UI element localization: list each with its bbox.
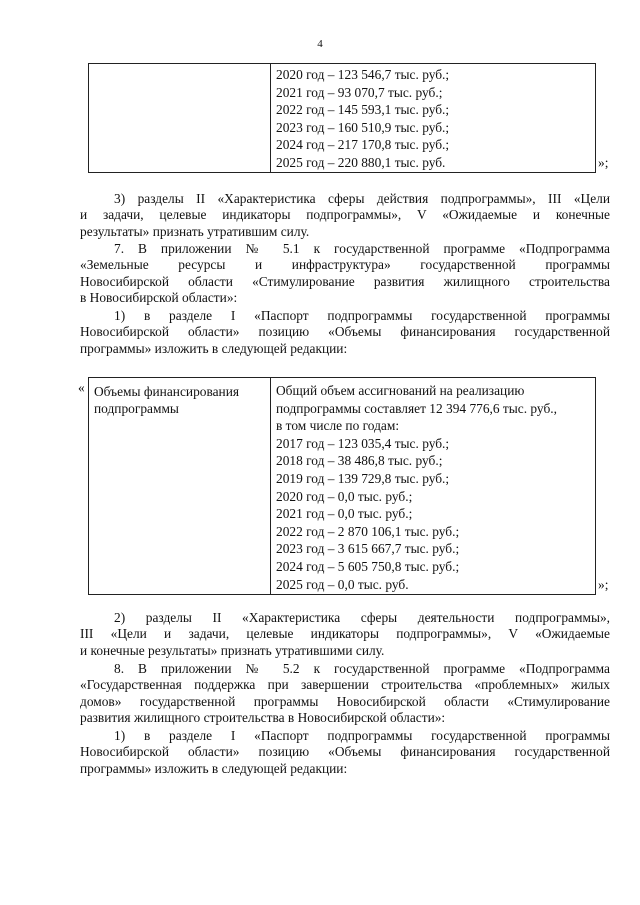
paragraph-line: III «Цели и задачи, целевые индикаторы подпрограммы», V «Ожидаемые [80,626,610,642]
table-left-cell [89,378,271,594]
table-line: 2023 год – 160 510,9 тыс. руб.; [276,119,450,135]
paragraph-line: «Земельные ресурсы и инфраструктура» государственной программы [80,257,610,273]
table-line: 2020 год – 123 546,7 тыс. руб.; [276,67,450,82]
table-left-cell-empty [89,64,271,172]
opening-quote-mark: « [78,380,85,395]
table-line: 2022 год – 145 593,1 тыс. руб.; [276,102,450,118]
table-line: 2018 год – 38 486,8 тыс. руб.; [276,453,443,469]
paragraph-line: программы» изложить в следующей редакции: [80,340,348,356]
paragraph-line: и конечные результаты» признать утратившими силу. [80,642,385,658]
paragraph-line: 8. В приложении № 5.2 к государственной программе «Подпрограмма [114,661,610,676]
table-line: 2025 год – 220 880,1 тыс. руб. [276,154,446,170]
table-line: 2019 год – 139 729,8 тыс. руб.; [276,470,450,486]
page-number: 4 [317,38,323,50]
paragraph-line: в Новосибирской области»: [80,290,238,306]
paragraph-line: программы» изложить в следующей редакции: [80,760,348,776]
table-line: 2023 год – 3 615 667,7 тыс. руб.; [276,541,460,557]
table-right-cell [271,64,595,172]
table-line: Общий объем ассигнований на реализацию [276,383,525,398]
table-line: подпрограммы составляет 12 394 776,6 тыс. руб., [276,400,557,416]
table-line: подпрограммы [94,401,179,416]
table-line: 2022 год – 2 870 106,1 тыс. руб.; [276,523,460,539]
paragraph-line: развития жилищного строительства в Новосибирской области»: [80,710,446,726]
table-line: 2024 год – 5 605 750,8 тыс. руб.; [276,558,460,574]
table-line: 2021 год – 0,0 тыс. руб.; [276,506,413,522]
table-line: в том числе по годам: [276,418,400,434]
table-line: 2024 год – 217 170,8 тыс. руб.; [276,137,450,153]
paragraph-line: результаты» признать утратившим силу. [80,223,310,239]
funding-table-continuation [88,63,596,173]
paragraph-subitem-1 [80,308,610,357]
table-line: Объемы финансирования [94,384,240,399]
paragraph-line: Новосибирской области «Стимулирование развития жилищного строительства [80,273,610,289]
closing-quote-mark: »; [598,577,609,592]
paragraph-line: 2) разделы II «Характеристика сферы деятельности подпрограммы», [114,610,610,625]
paragraph-item-8 [80,661,610,727]
paragraph-line: 1) в разделе I «Паспорт подпрограммы государственной программы [114,308,610,323]
paragraph-line: «Государственная поддержка при завершении строительства «проблемных» жилых [80,677,610,693]
paragraph-line: 1) в разделе I «Паспорт подпрограммы государственной программы [114,728,610,743]
paragraph-line: 7. В приложении № 5.1 к государственной программе «Подпрограмма [114,241,610,256]
table-line: 2017 год – 123 035,4 тыс. руб.; [276,435,450,451]
paragraph-line: и задачи, целевые индикаторы подпрограммы», V «Ожидаемые и конечные [80,207,610,223]
paragraph-line: домов» государственной программы Новосибирской области «Стимулирование [80,693,610,709]
paragraph-subitem-1b [80,728,610,777]
table-line: 2020 год – 0,0 тыс. руб.; [276,488,413,504]
paragraph-line: Новосибирской области» позицию «Объемы финансирования государственной [80,744,610,760]
paragraph-item-7 [80,241,610,307]
paragraph-line: 3) разделы II «Характеристика сферы действия подпрограммы», III «Цели [114,191,610,206]
table-right-cell [271,378,595,594]
table-line: 2021 год – 93 070,7 тыс. руб.; [276,84,443,100]
closing-quote-mark: »; [598,155,609,170]
table-line: 2025 год – 0,0 тыс. руб. [276,576,409,592]
paragraph-line: Новосибирской области» позицию «Объемы финансирования государственной [80,324,610,340]
paragraph-sections-3 [80,191,610,240]
funding-table [88,377,596,595]
paragraph-sections-2 [80,610,610,659]
